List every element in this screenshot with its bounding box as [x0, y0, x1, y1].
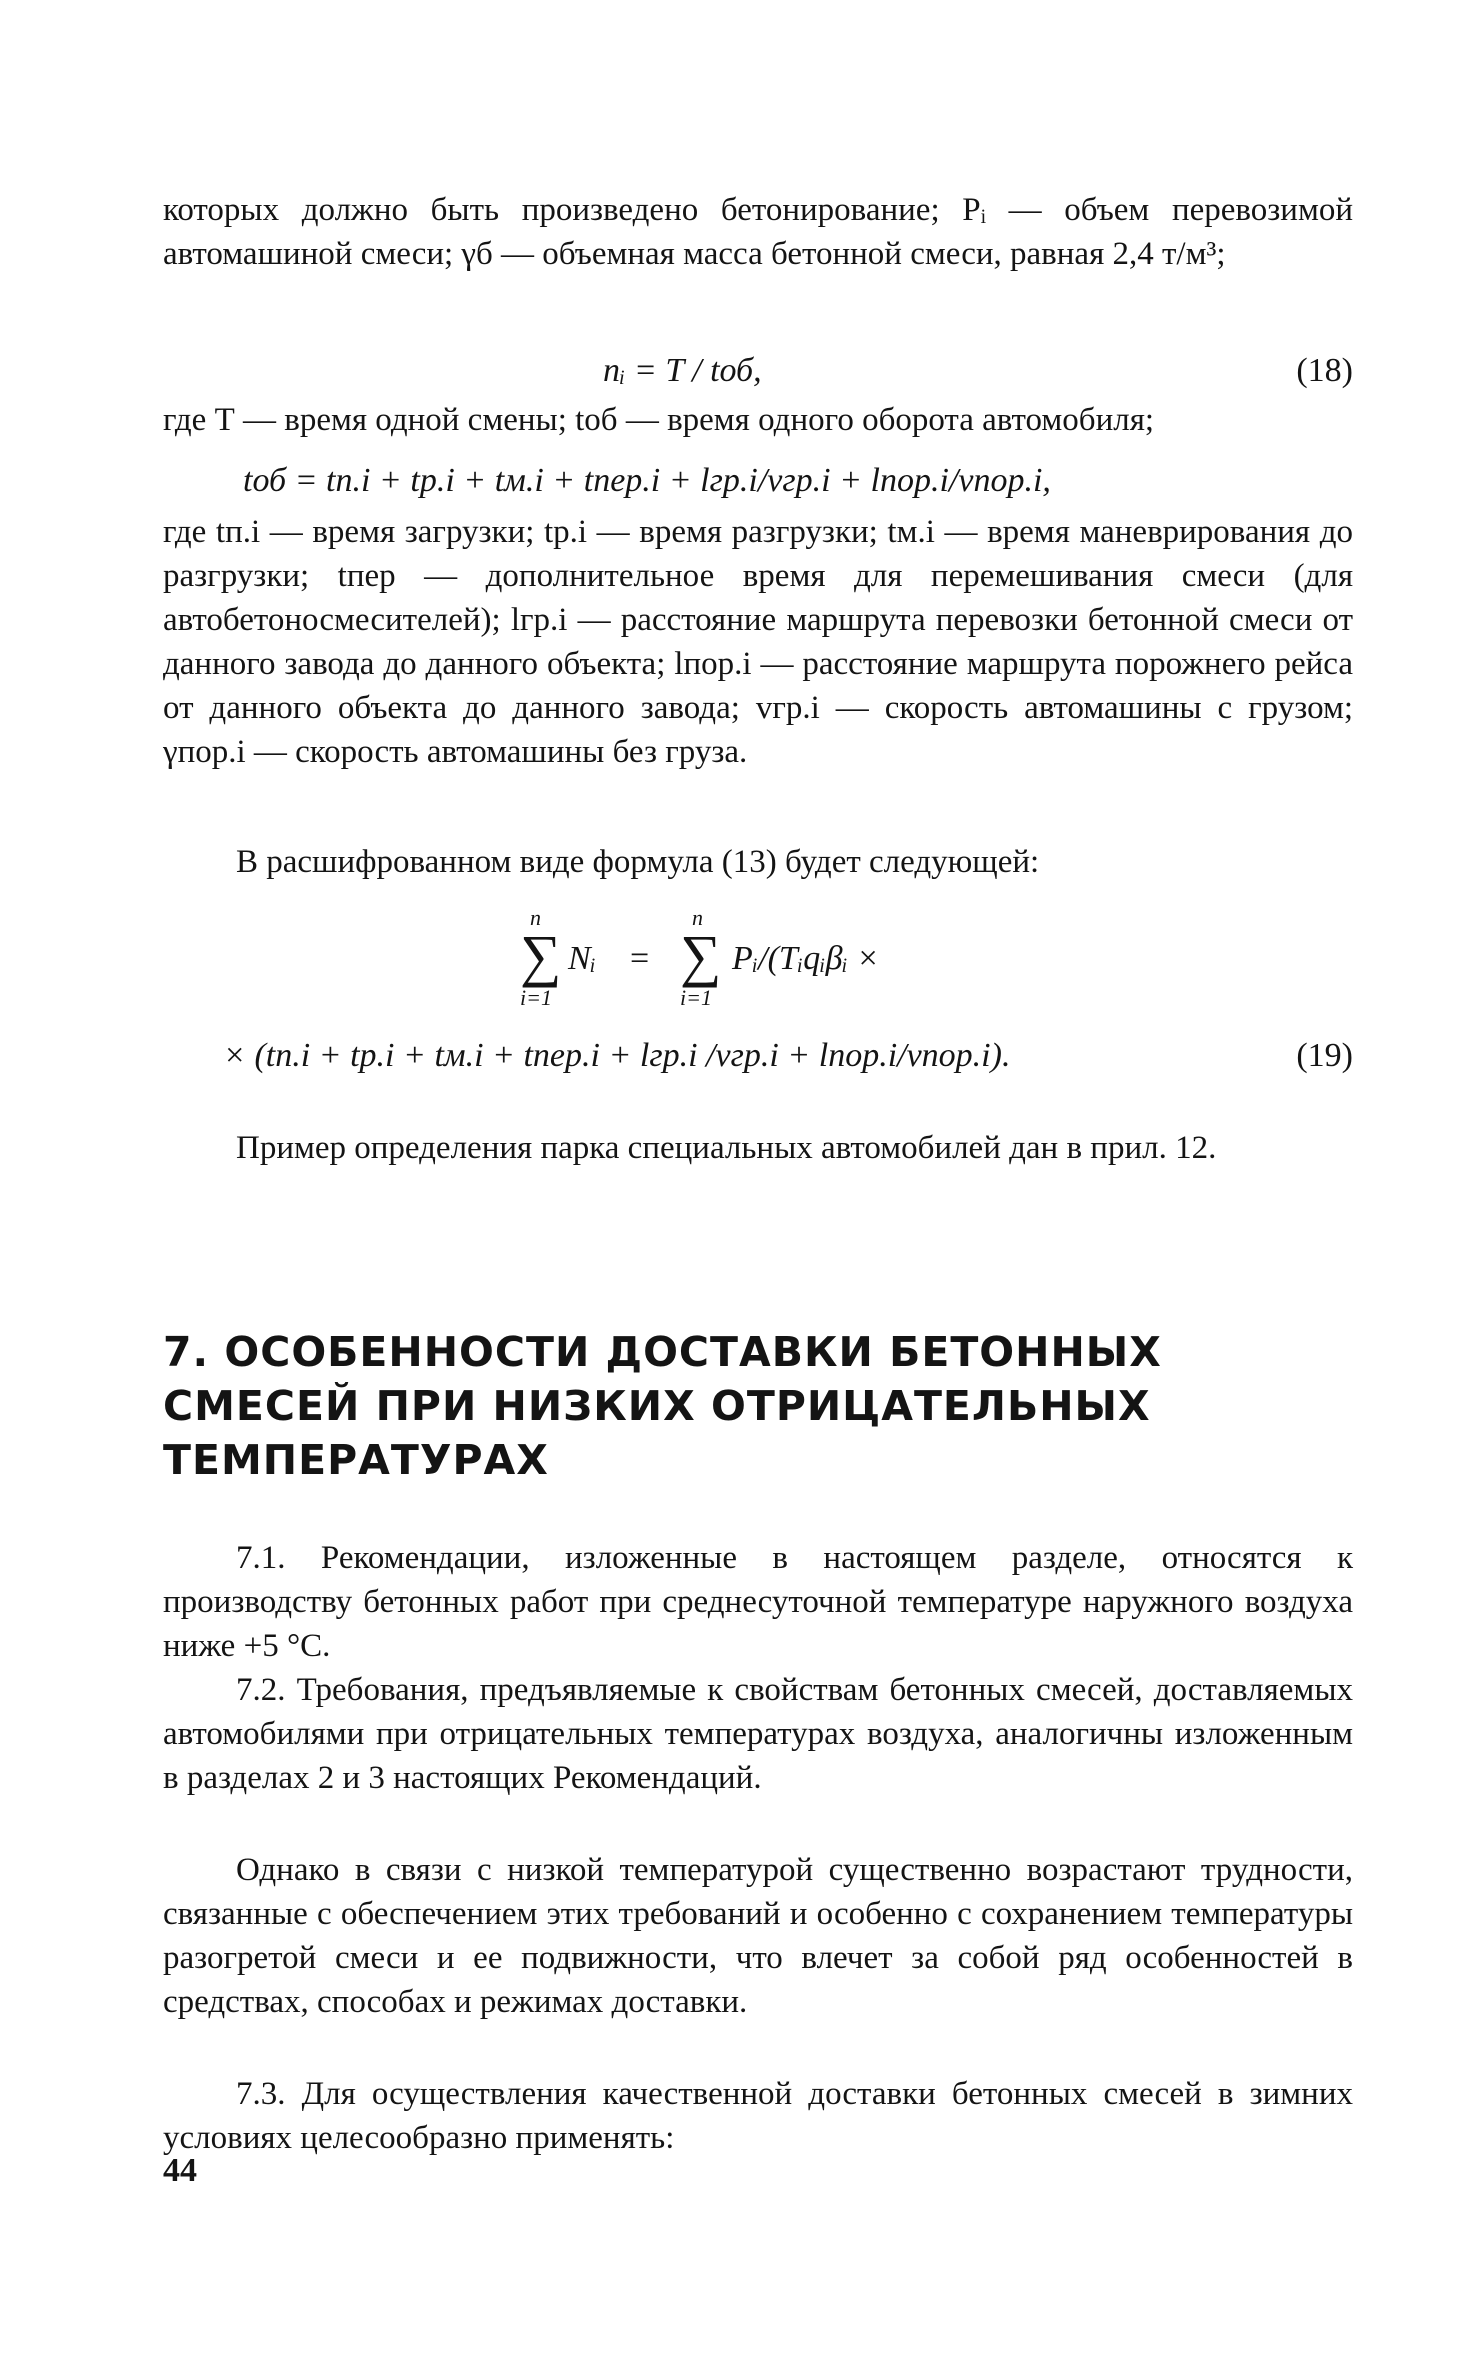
- paragraph-intro: которых должно быть произведено бетонирование; Pᵢ — объем перевозимой автомашиной смеси; γб — объемная масса бетонной смеси, равная 2,4 т/м³;: [163, 192, 1353, 272]
- sum-right-term: Pᵢ/(Tᵢqᵢβᵢ ×: [732, 940, 880, 977]
- sum-left-sigma: ∑: [520, 923, 562, 988]
- paragraph-example: Пример определения парка специальных автомобилей дан в прил. 12.: [236, 1130, 1217, 1166]
- paragraph-7-2: 7.2. Требования, предъявляемые к свойствам бетонных смесей, доставляемых автомобилями при отрицательных температурах воздуха, аналогичны изложенным в разделах 2 и 3 настоящих Рекомендаций.: [163, 1672, 1353, 1796]
- formula-18-expression: nᵢ = T / tоб,: [603, 352, 762, 389]
- formula-19-line2: [163, 1032, 1353, 1080]
- equals-sign: =: [630, 940, 650, 977]
- sum-right-upper: n: [692, 905, 703, 930]
- paragraph-where-T: где Т — время одной смены; tоб — время одного оборота автомобиля;: [163, 402, 1155, 438]
- paragraph-where-times: где tп.i — время загрузки; tр.i — время разгрузки; tм.i — время маневрирования до разгрузки; tпер — дополнительное время для перемешивания смеси (для автобетоносмесителей); lгр.i — расстояние маршрута перевозки бетонной смеси от данного завода до данного объекта; lпор.i — расстояние маршрута порожнего рейса от данного объекта до данного завода; vгр.i — скорость автомашины с грузом; γпор.i — скорость автомашины без груза.: [163, 514, 1353, 770]
- sum-left-lower: i=1: [520, 985, 552, 1010]
- formula-19-sum-line: [520, 905, 980, 1015]
- paragraph-7-3: 7.3. Для осуществления качественной доставки бетонных смесей в зимних условиях целесообразно применять:: [163, 2076, 1353, 2156]
- sum-right-sigma: ∑: [680, 923, 722, 988]
- formula-t-ob-expression: tоб = tп.i + tр.i + tм.i + tпер.i + lгр.i/vгр.i + lпор.i/vпор.i,: [243, 462, 1051, 499]
- formula-18-number: (18): [1296, 352, 1353, 389]
- paragraph-however: Однако в связи с низкой температурой существенно возрастают трудности, связанные с обеспечением этих требований и особенно с сохранением температуры разогретой смеси и ее подвижности, что влечет за собой ряд особенностей в средствах, способах и режимах доставки.: [163, 1852, 1353, 2020]
- paragraph-decoded-form: В расшифрованном виде формула (13) будет следующей:: [236, 844, 1040, 880]
- page-number: 44: [163, 2152, 197, 2189]
- sum-right-lower: i=1: [680, 985, 712, 1010]
- sum-left-term: Nᵢ: [568, 940, 597, 977]
- formula-19-number: (19): [1296, 1037, 1353, 1074]
- formula-19-expression: × (tп.i + tр.i + tм.i + tпер.i + lгр.i /vгр.i + lпор.i/vпор.i).: [223, 1037, 1011, 1074]
- paragraph-7-1: 7.1. Рекомендации, изложенные в настоящем разделе, относятся к производству бетонных работ при среднесуточной температуре наружного воздуха ниже +5 °С.: [163, 1540, 1353, 1664]
- formula-t-ob: [163, 457, 1353, 505]
- section-heading: 7. ОСОБЕННОСТИ ДОСТАВКИ БЕТОННЫХ СМЕСЕЙ ПРИ НИЗКИХ ОТРИЦАТЕЛЬНЫХ ТЕМПЕРАТУРАХ: [163, 1328, 1162, 1484]
- sum-left-upper: n: [530, 905, 541, 930]
- formula-18: [163, 347, 1353, 395]
